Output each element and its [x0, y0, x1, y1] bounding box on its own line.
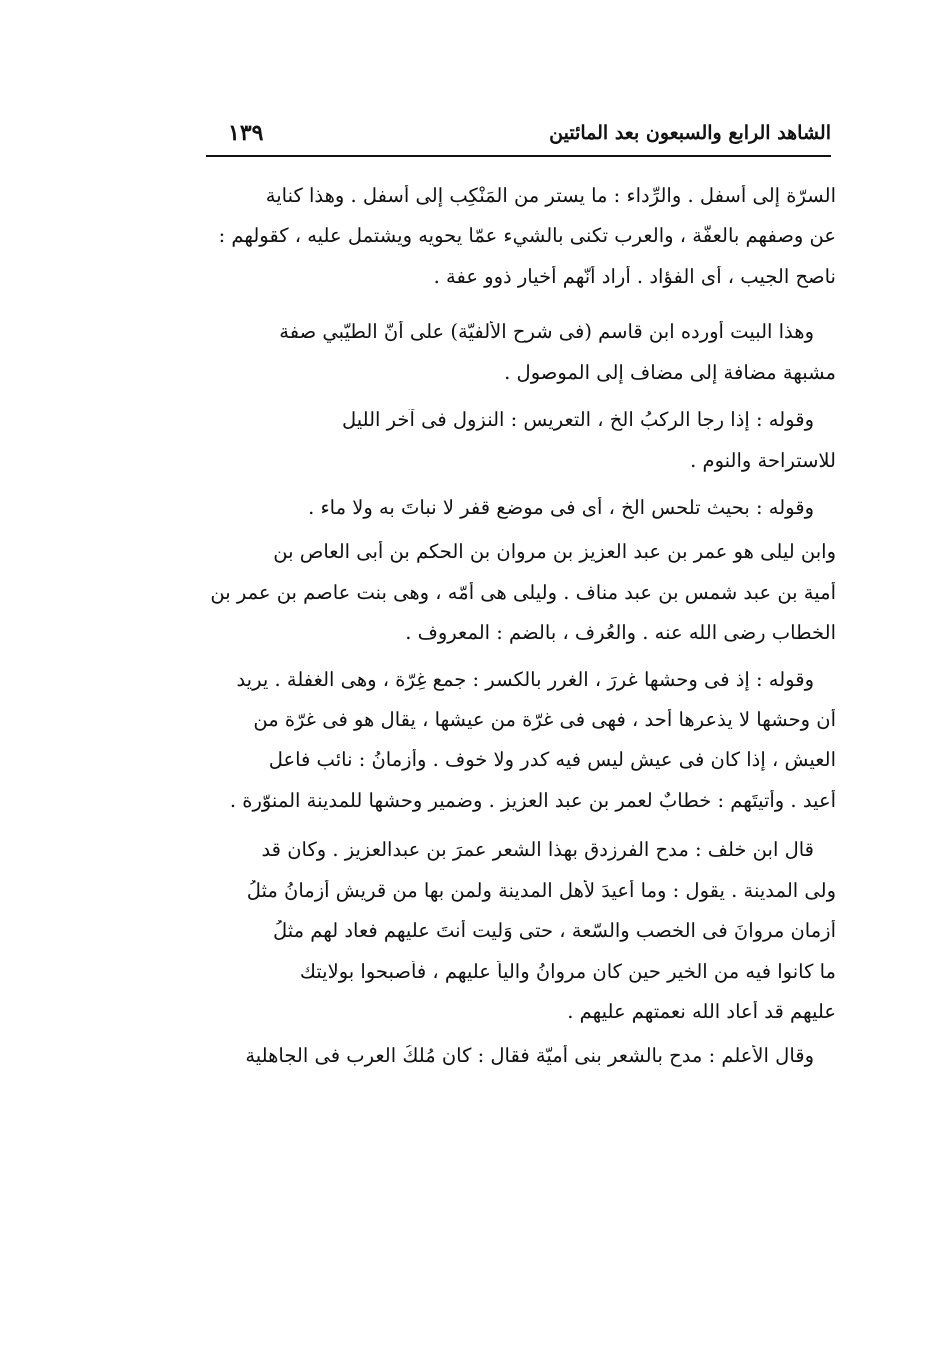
paragraph — [200, 1045, 836, 1067]
text-line: أزمان مروانَ فى الخصب والسّعة ، حتى وَليت أنتَ عليهم فعاد لهم مثلُ — [272, 920, 836, 943]
body-text — [200, 185, 836, 1068]
paragraph — [200, 839, 836, 1023]
text-line: أن وحشها لا يذعرها أحد ، فهى فى غرّة من عيشها ، يقال هو فى غرّة من — [253, 709, 836, 732]
text-line: عن وصفهم بالعفّة ، والعرب تكنى بالشيء عمّا يحويه ويشتمل عليه ، كقولهم : — [218, 225, 836, 248]
paragraph — [200, 669, 836, 813]
page-number: ١٣٩ — [228, 120, 264, 146]
paragraph — [200, 409, 836, 472]
paragraph — [200, 497, 836, 519]
text-line: مشبهة مضافة إلى مضاف إلى الموصول . — [504, 361, 836, 384]
paragraph — [200, 541, 836, 644]
running-title: الشاهد الرابع والسبعون بعد المائتين — [549, 122, 831, 144]
text-line: ناصح الجيب ، أى الفؤاد . أراد أنّهم أخيار ذوو عفة . — [433, 265, 836, 288]
text-line: وقوله : بحيث تلحس الخ ، أى فى موضع قفر لا نباتَ به ولا ماء . — [308, 496, 814, 519]
header-rule — [206, 155, 831, 157]
text-line: وهذا البيت أورده ابن قاسم (فى شرح الألفيّة) على أنّ الطيّبي صفة — [279, 321, 814, 344]
text-line: وقال الأعلم : مدح بالشعر بنى أميّة فقال : كان مُلكُ العرب فى الجاهلية — [245, 1045, 814, 1068]
paragraph — [200, 321, 836, 384]
text-line: أمية بن عبد شمس بن عبد مناف . وليلى هى أمّه ، وهى بنت عاصم بن عمر بن — [210, 581, 836, 604]
text-line: وابن ليلى هو عمر بن عبد العزيز بن مروان بن الحكم بن أبى العاص بن — [273, 541, 836, 564]
text-line: ولى المدينة . يقول : وما أُعيدَ لأهل المدينة ولمن بها من قريش أزمانُ مثلُ — [246, 879, 836, 902]
text-line: للاستراحة والنوم . — [690, 449, 836, 472]
text-line: أُعيد . وأتيتَهم : خطابٌ لعمر بن عبد العزيز . وضمير وحشها للمدينة المنوّرة . — [229, 789, 836, 812]
paragraph — [200, 185, 836, 288]
text-line: عليهم قد أعاد الله نعمتهم عليهم . — [567, 1001, 836, 1024]
text-line: ما كانوا فيه من الخير حين كان مروانُ والياً عليهم ، فأصبحوا بولايتك — [299, 960, 836, 983]
text-line: قال ابن خلف : مدح الفرزدق بهذا الشعر عمرَ بن عبدالعزيز . وكان قد — [261, 839, 814, 862]
text-line: العيش ، إذا كان فى عيش ليس فيه كدر ولا خوف . وأزمانُ : نائب فاعل — [268, 749, 836, 772]
text-line: وقوله : إذ فى وحشها غررَ ، الغرر بالكسر : جمع غِرّة ، وهى الغفلة . يريد — [236, 668, 814, 691]
text-line: السرّة إلى أسفل . والرِّداء : ما يستر من المَنْكِب إلى أسفل . وهذا كناية — [265, 185, 836, 207]
text-line: الخطاب رضى الله عنه . والعُرف ، بالضم : المعروف . — [405, 622, 836, 645]
page-header — [206, 118, 831, 156]
text-line: وقوله : إذا رجا الركبُ الخ ، التعريس : النزول فى آخر الليل — [341, 409, 814, 432]
